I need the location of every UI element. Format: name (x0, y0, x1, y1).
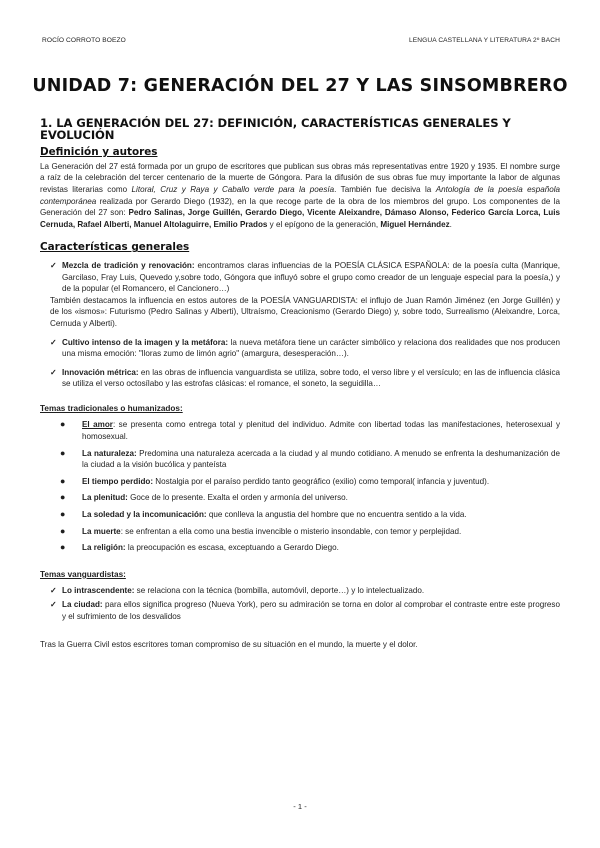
vanguardia-item (50, 599, 560, 622)
text-run: Goce de lo presente. Exalta el orden y armonía del universo. (127, 493, 348, 503)
caracteristica-item (50, 367, 560, 390)
bullet-icon: ● (60, 542, 66, 553)
text-run: realizada por Gerardo Diego (1932), en la que recoge parte de la obra de los miembros del grupo. Los componentes de la Generación del 27 son: (40, 196, 560, 218)
tema-item (60, 419, 560, 442)
text-run: encontramos claras influencias de la POESÍA CLÁSICA ESPAÑOLA: de la poesía culta (Manrique, Garcilaso, Fray Luis, Quevedo y,sobre todo, Góngora que influyó sobre el grupo como creador de un lenguaje especial para la poesía,) y de la popular (el Romancero, el Cancionero…) (62, 260, 560, 294)
caracteristica-text (62, 367, 560, 390)
caracteristica-extra: También destacamos la influencia en estos autores de la POESÍA VANGUARDISTA: el influjo de Juan Ramón Jiménez (en Jorge Guillén) y de los «ismos»: Futurismo (Pedro Salinas y Alberti), Ultraísmo, Creacionismo (Gerardo Diego) y, sobre todo, Surrealismo (Aleixandre, Lorca, Cernuda y Alberti). (50, 295, 560, 328)
subheading-temas-tradicionales: Temas tradicionales o humanizados: (40, 403, 183, 413)
text-run: : se presenta como entrega total y plenitud del individuo. Admite con libertad todas las manifestaciones, heterosexual y homosexual. (82, 420, 560, 442)
tema-item (60, 476, 560, 488)
text-run: la preocupación es escasa, exceptuando a Gerardo Diego. (125, 543, 339, 553)
tema-item (60, 448, 560, 471)
closing-paragraph: Tras la Guerra Civil estos escritores toman compromiso de su situación en el mundo, la muerte y el dolor. (40, 640, 418, 650)
header-course: LENGUA CASTELLANA Y LITERATURA 2º BACH (409, 37, 560, 44)
text-run: Nostalgia por el paraíso perdido tanto geográfico (exilio) como temporal( infancia y juventud). (153, 476, 490, 486)
tema-label: El amor (82, 420, 113, 430)
header-author: ROCÍO CORROTO BOEZO (42, 37, 126, 44)
document-body (40, 118, 560, 651)
text-run: y el epígono de la generación, (267, 219, 381, 229)
tema-item (60, 526, 560, 538)
tema-label: El tiempo perdido: (82, 476, 154, 486)
tema-label: La soledad y la incomunicación: (82, 510, 207, 520)
tema-label: La religión: (82, 543, 126, 553)
text-run: para ellos significa progreso (Nueva York), pero su admiración se torna en dolor al comprobar el contraste entre este progreso y el sufrimiento de los desvalidos (62, 600, 560, 621)
caracteristica-label: Innovación métrica: (62, 367, 139, 377)
page-title: UNIDAD 7: GENERACIÓN DEL 27 Y LAS SINSOMBRERO (32, 76, 568, 96)
bullet-icon: ● (60, 475, 66, 486)
caracteristica-text (62, 260, 560, 295)
text-run: que conlleva la angustia del hombre que no encuentra sentido a la vida. (206, 510, 467, 520)
definicion-paragraph (40, 161, 560, 231)
text-run: : se enfrentan a ella como una bestia invencible o misterio insondable, con temor y perplejidad. (120, 526, 462, 536)
vanguardia-label: Lo intrascendente: (62, 586, 135, 596)
authors-bold: Pedro Salinas, Jorge Guillén, Gerardo Diego, Vicente Aleixandre, Dámaso Alonso, Federico García Lorca, Luis Cernuda, Rafael Alberti, Manuel Altolaguirre, Emilio Prados (40, 208, 560, 229)
tema-label: La plenitud: (82, 493, 128, 503)
section-heading: 1. LA GENERACIÓN DEL 27: DEFINICIÓN, CARACTERÍSTICAS GENERALES Y EVOLUCIÓN (40, 116, 511, 142)
checkmark-icon: ✓ (50, 260, 57, 270)
text-run: se relaciona con la técnica (bombilla, automóvil, deporte…) y lo intelectualizado. (134, 586, 425, 596)
anthology-italic: Antología de la poesía española contemporánea (40, 184, 561, 206)
vanguardia-item (50, 585, 560, 597)
bullet-icon: ● (60, 525, 66, 536)
caracteristica-text (62, 337, 560, 360)
checkmark-icon: ✓ (50, 367, 57, 377)
bullet-icon: ● (60, 492, 66, 503)
bullet-icon: ● (60, 509, 66, 520)
subheading-caracteristicas: Características generales (40, 241, 190, 254)
text-run: La Generación del 27 está formada por un grupo de escritores que publican sus obras más representativas entre 1920 y 1935. El nombre surge a raíz de la celebración del tercer centenario de la muerte de Góngora. Para la difusión de sus obras fue muy importante la labor de algunas revistas literarias como (40, 161, 560, 194)
text-run: en las obras de influencia vanguardista se utiliza, sobre todo, el verso libre y el versículo; en las de influencia clásica se utiliza el verso octosílabo y las estrofas clásicas: el romance, el soneto, la seguidilla… (62, 367, 560, 389)
caracteristica-label: Mezcla de tradición y renovación: (62, 260, 195, 270)
page-number: - 1 - (293, 802, 307, 811)
epigono-bold: Miguel Hernández (380, 219, 450, 229)
checkmark-icon: ✓ (50, 600, 57, 609)
bullet-icon: ● (60, 447, 66, 458)
magazines-italic: Litoral, Cruz y Raya y Caballo verde para la poesía (131, 184, 335, 194)
checkmark-icon: ✓ (50, 586, 57, 596)
text-run: la nueva metáfora tiene un carácter simbólico y relaciona dos realidades que nos producen una misma emoción: "lloras zumo de limón agrio" (amargura, desesperación…). (62, 337, 560, 359)
checkmark-icon: ✓ (50, 337, 57, 347)
caracteristica-label: Cultivo intenso de la imagen y la metáfora: (62, 337, 229, 347)
tema-label: La naturaleza: (82, 448, 137, 458)
vanguardia-label: La ciudad: (62, 600, 103, 609)
caracteristica-item (50, 337, 560, 360)
tema-item (60, 492, 560, 504)
subheading-temas-vanguardistas: Temas vanguardistas: (40, 569, 126, 579)
bullet-icon: ● (60, 419, 66, 430)
tema-label: La muerte (82, 526, 121, 536)
tema-item (60, 509, 560, 521)
text-run: . También fue decisiva la (334, 184, 436, 194)
text-run: Predomina una naturaleza acercada a la ciudad y al mundo cotidiano. A menudo se enfrenta la deshumanización de la ciudad a la visión bucólica y panteísta (82, 448, 560, 470)
caracteristica-item (50, 260, 560, 330)
subheading-definicion: Definición y autores (40, 146, 158, 159)
text-run: . (449, 219, 452, 229)
tema-item (60, 542, 560, 554)
